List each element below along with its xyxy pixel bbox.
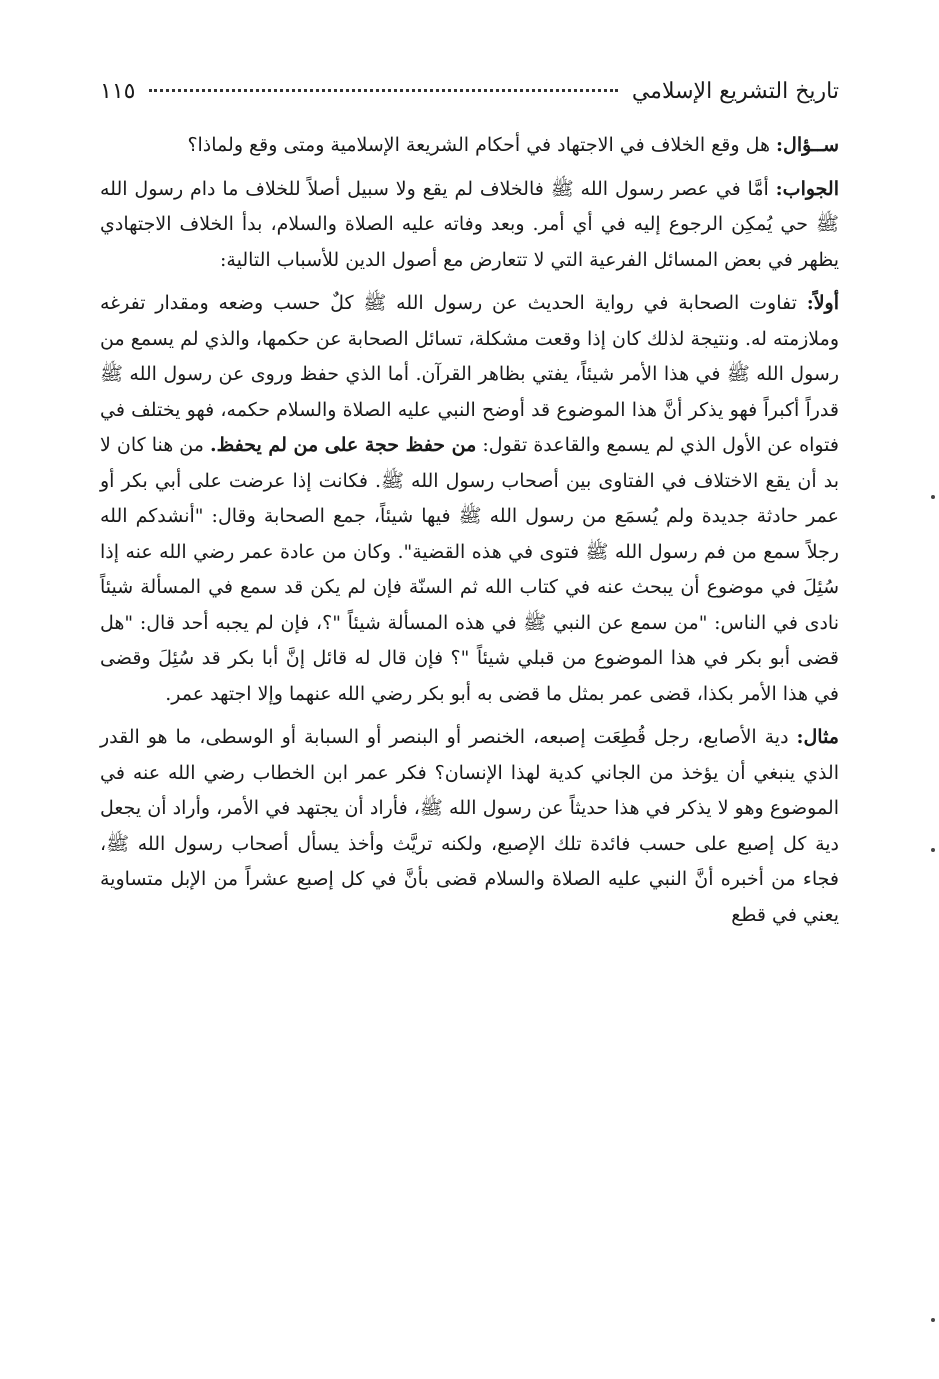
question-text: هل وقع الخلاف في الاجتهاد في أحكام الشريعة الإسلامية ومتى وقع ولماذا؟ [187, 134, 777, 156]
example-label: مثال: [796, 726, 839, 748]
book-title: تاريخ التشريع الإسلامي [631, 78, 839, 104]
question-label: ســؤال: [776, 134, 839, 156]
page-number: ١١٥ [100, 78, 136, 104]
margin-dot-mark [931, 495, 935, 499]
example-paragraph [100, 720, 839, 933]
first-reason-continuation: من هنا كان لا بد أن يقع الاختلاف في الفتاوى بين أصحاب رسول الله ﷺ. فكانت إذا عرضت على أبي بكر أو عمر حادثة جديدة ولم يُسمَع من رسول الله ﷺ فيها شيئاً، جمع الصحابة وقال: "أنشدكم الله رجلاً سمع من فم رسول الله ﷺ فتوى في هذه القضية". وكان من عادة عمر رضي الله عنه إذا سُئِلَ في موضوع أن يبحث عنه في كتاب الله ثم السنّة فإن لم يكن قد سمع في المسألة شيئاً نادى في الناس: "من سمع عن النبي ﷺ في هذه المسألة شيئاً "؟، فإن لم يجبه أحد قال: "هل قضى أبو بكر في هذا الموضوع من قبلي شيئاً "؟ فإن قال له قائل إنَّ أبا بكر قد سُئِلَ وقضى في هذا الأمر بكذا، قضى عمر بمثل ما قضى به أبو بكر رضي الله عنهما وإلا اجتهد عمر. [100, 434, 839, 705]
example-text: دية الأصابع، رجل قُطِعَت إصبعه، الخنصر أو البنصر أو السبابة أو الوسطى، ما هو القدر الذي ينبغي أن يؤخذ من الجاني كدية لهذا الإنسان؟ فكر عمر ابن الخطاب رضي الله عنه في الموضوع وهو لا يذكر في هذا حديثاً عن رسول الله ﷺ، فأراد أن يجتهد في الأمر، وأراد أن يجعل دية كل إصبع على حسب فائدة تلك الإصبع، ولكنه تريَّث وأخذ يسأل أصحاب رسول الله ﷺ، فجاء من أخبره أنَّ النبي عليه الصلاة والسلام قضى بأنَّ في كل إصبع عشراً من الإبل متساوية يعني في قطع [100, 726, 839, 926]
answer-text: أمَّا في عصر رسول الله ﷺ فالخلاف لم يقع ولا سبيل أصلاً للخلاف ما دام رسول الله ﷺ حي يُمكِن الرجوع إليه في أي أمر. وبعد وفاته عليه الصلاة والسلام، بدأ الخلاف الاجتهادي يظهر في بعض المسائل الفرعية التي لا تتعارض مع أصول الدين للأسباب التالية: [100, 177, 839, 271]
question-paragraph [100, 128, 839, 164]
header-dotted-leader [149, 89, 617, 94]
text-body [100, 128, 839, 933]
legal-maxim: من حفظ حجة على من لم يحفظ. [210, 434, 477, 456]
answer-label: الجواب: [775, 177, 839, 200]
margin-dot-mark [931, 1318, 935, 1322]
running-header [100, 68, 839, 114]
first-reason-label: أولاً: [806, 292, 839, 314]
margin-dot-mark [931, 848, 935, 852]
answer-paragraph [100, 172, 839, 279]
first-reason-text: تفاوت الصحابة في رواية الحديث عن رسول الله ﷺ كلٌ حسب وضعه ومقدار تفرغه وملازمته له. ونتيجة لذلك كان إذا وقعت مشكلة، تسائل الصحابة عن حكمها، والذي لم يسمع من رسول الله ﷺ في هذا الأمر شيئاً، يفتي بظاهر القرآن. أما الذي حفظ وروى عن رسول الله ﷺ قدراً أكبراً فهو يذكر أنَّ هذا الموضوع قد أوضح النبي عليه الصلاة والسلام حكمه، فهو يختلف في فتواه عن الأول الذي لم يسمع والقاعدة تقول: [100, 292, 839, 456]
first-reason-paragraph [100, 286, 839, 712]
